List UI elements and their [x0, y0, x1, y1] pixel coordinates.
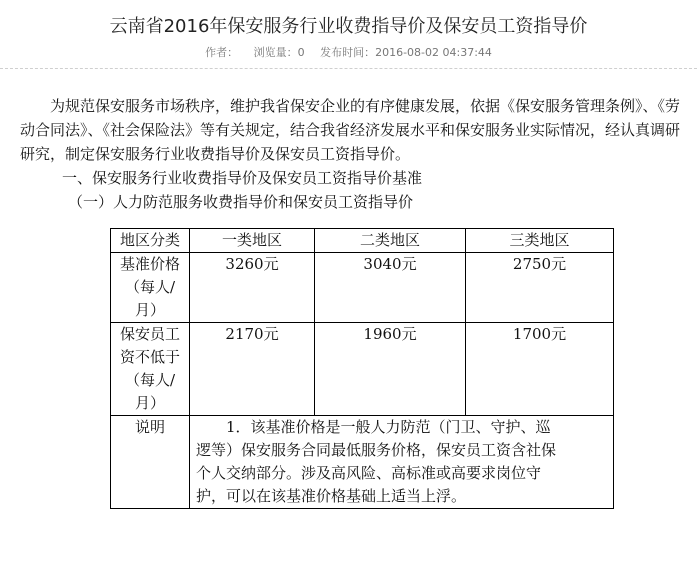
- header-region-category: 地区分类: [111, 229, 190, 253]
- price-table: [110, 228, 614, 509]
- title-divider: [0, 68, 697, 69]
- table-row: [111, 253, 614, 323]
- article-meta: [0, 44, 697, 60]
- article-body: [20, 94, 685, 214]
- note-cell: [190, 416, 614, 509]
- header-class-1: 一类地区: [190, 229, 315, 253]
- base-price-class-2: 3040元: [315, 253, 466, 323]
- header-class-2: 二类地区: [315, 229, 466, 253]
- section-heading-1: 一、保安服务行业收费指导价及保安员工资指导价基准: [62, 169, 423, 187]
- table-row: [111, 416, 614, 509]
- section-heading-1-1: （一）人力防范服务收费指导价和保安员工资指导价: [68, 193, 414, 211]
- author-label: 作者：: [205, 46, 239, 59]
- header-class-3: 三类地区: [466, 229, 614, 253]
- views-count: 浏览量：0: [253, 46, 305, 59]
- table-header-row: [111, 229, 614, 253]
- row-label-min-wage: 保安员工资不低于（每人/月）: [111, 323, 190, 416]
- note-text: 1．该基准价格是一般人力防范（门卫、守护、巡逻等）保安服务合同最低服务价格，保安员工资含社保个人交纳部分。涉及高风险、高标准或高要求岗位守护，可以在该基准价格基础上适当上浮。: [196, 418, 557, 505]
- publish-time: 发布时间：2016-08-02 04:37:44: [320, 46, 492, 59]
- base-price-class-1: 3260元: [190, 253, 315, 323]
- min-wage-class-1: 2170元: [190, 323, 315, 416]
- row-label-base-price: 基准价格（每人/月）: [111, 253, 190, 323]
- base-price-class-3: 2750元: [466, 253, 614, 323]
- article-title: 云南省2016年保安服务行业收费指导价及保安员工资指导价: [109, 16, 588, 37]
- row-label-note: 说明: [111, 416, 190, 509]
- min-wage-class-2: 1960元: [315, 323, 466, 416]
- min-wage-class-3: 1700元: [466, 323, 614, 416]
- table-row: [111, 323, 614, 416]
- intro-paragraph: 为规范保安服务市场秩序，维护我省保安企业的有序健康发展，依据《保安服务管理条例》、《劳动合同法》、《社会保险法》等有关规定，结合我省经济发展水平和保安服务业实际情况，经认真调研研究，制定保安服务行业收费指导价及保安员工资指导价。: [20, 97, 681, 163]
